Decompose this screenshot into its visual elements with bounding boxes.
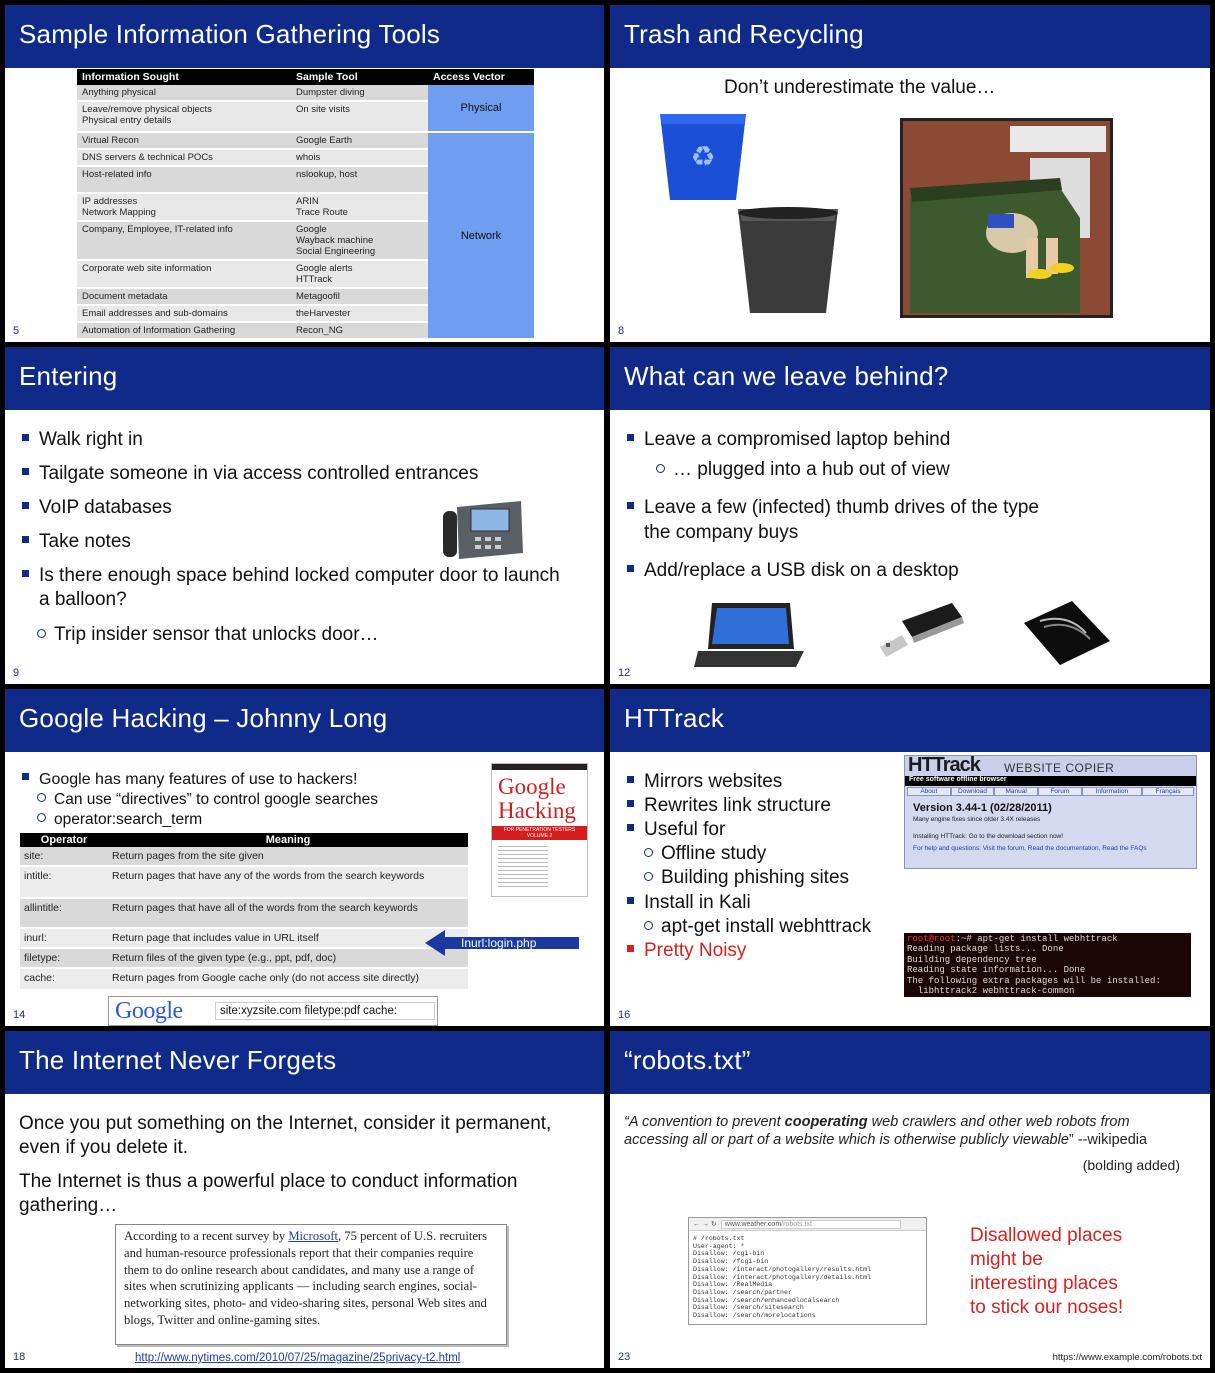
bullet [627,771,782,793]
paragraph-line: Once you put something on the Internet, consider it permanent, [19,1113,552,1134]
slide-internet-never-forgets [5,1031,604,1368]
operator-cell: allintitle: [20,898,108,928]
httrack-menu [907,787,1194,796]
operator-cell: inurl: [20,928,108,948]
info-cell: Anything physical [77,85,291,101]
bullet [22,497,172,519]
wikipedia-quote [624,1113,1147,1149]
sub-bullet [656,459,950,481]
portable-disk-icon [1020,599,1112,669]
paragraph-line: even if you delete it. [19,1137,188,1158]
menu-item-information[interactable]: Information [1082,787,1142,796]
laptop-icon [692,599,808,671]
bullet-text: Rewrites link structure [644,795,831,816]
vector-network: Network [428,132,534,339]
tool-cell: Google Wayback machine Social Engineering [291,221,428,260]
operator-cell: filetype: [20,948,108,968]
info-cell: IP addresses Network Mapping [77,193,291,221]
httrack-install: Installing HTTrack: Go to the download section now! [913,833,1064,840]
httrack-tagline: Free software offline browser [905,776,1196,786]
robots-file-content [689,1231,926,1320]
slide-title: “robots.txt” [610,1031,1210,1094]
info-cell: Host-related info [77,166,291,193]
sub-bullet [37,624,379,646]
col-access-vector: Access Vector [428,69,534,85]
svg-text:♻: ♻ [690,141,716,172]
table-row [20,948,468,968]
note-line: to stick our noses! [970,1297,1124,1318]
tool-cell: Google Earth [291,132,428,149]
quote-bold: cooperating [784,1114,868,1130]
meaning-cell: Return pages that have all of the words from the search keywords [108,898,468,928]
robots-line: Disallow: /RealMedia [693,1281,773,1289]
meaning-cell: Return page that includes value in URL itself [108,928,468,948]
slide-entering [5,347,604,684]
vector-physical: Physical [428,85,534,132]
terminal-line: The following extra packages will be installed: [907,975,1161,986]
trash-bin-icon [734,201,842,317]
book-subtitle: FOR PENETRATION TESTERS [503,827,576,833]
operator-table [20,833,468,991]
slide-title: Google Hacking – Johnny Long [5,689,604,752]
reload-icon[interactable]: ↻ [710,1221,717,1228]
tool-cell: Recon_NG [291,322,428,339]
book-cover [491,763,588,897]
note-line: Disallowed places [970,1225,1123,1246]
bullet-text: Useful for [644,819,726,840]
table-row [20,968,468,990]
tool-cell: ARIN Trace Route [291,193,428,221]
httrack-logo: HTTrack [908,754,980,776]
robots-line: # /robots.txt [693,1235,745,1242]
bullet-text: operator:search_term [54,811,203,828]
bullet [22,463,478,485]
dumpster-diving-photo [900,118,1113,318]
bullet-text: Is there enough space behind locked computer door to launch [39,565,560,586]
bullet [627,560,959,582]
tool-cell: Dumpster diving [291,85,428,101]
meaning-cell: Return pages that have any of the words from the search keywords [108,866,468,898]
ip-phone-icon [439,497,525,563]
terminal-line: libhttrack2 webhttrack-common [907,986,1075,997]
slide-number: 18 [13,1351,26,1363]
address-bar[interactable] [721,1220,901,1229]
tool-cell: whois [291,149,428,166]
bullet [22,771,357,789]
bullet-text: Leave a few (infected) thumb drives of the type [644,497,1039,518]
slide-information-gathering-tools [5,5,604,342]
slide-title: Trash and Recycling [610,5,1210,68]
slide-title: Sample Information Gathering Tools [5,5,604,68]
terminal-line: Building dependency tree [907,954,1037,965]
slide-trash-recycling [610,5,1210,342]
quote-text: “A convention to prevent [624,1114,785,1130]
usb-drive-icon [872,601,966,663]
slide-title: The Internet Never Forgets [5,1031,604,1094]
slide-number: 12 [618,667,631,679]
bullet [627,892,751,914]
col-operator: Operator [20,833,108,847]
robots-line: Disallow: /search/enhancedlocalsearch [693,1296,840,1304]
bullet-text: Walk right in [39,429,143,450]
table-row [77,132,534,149]
robots-line: Disallow: /search/sitesearch [693,1304,804,1312]
bullet-text: Offline study [661,843,767,864]
bullet-text: Pretty Noisy [644,940,747,961]
quote-text: , 75 percent of U.S. recruiters and human-resource professionals report that their companies require them to do online research about candidates, and many use a range of sites when scrutinizing applicants — including search engines, social-networking sites, photo- and video-sharing sites, personal Web sites and blogs, Twitter and online-gaming sites. [124,1229,488,1327]
tool-cell: nslookup, host [291,166,428,193]
paragraph-line: The Internet is thus a powerful place to conduct information [19,1171,518,1192]
slide-title: Entering [5,347,604,410]
menu-item-francais[interactable]: Français [1142,787,1194,796]
table-row [20,847,468,866]
forward-icon[interactable]: → [701,1221,709,1228]
terminal-line: Reading package lists... Done [907,944,1064,955]
terminal-prompt: root@root [907,934,956,944]
tools-table [77,69,534,340]
table-row [20,898,468,928]
terminal-command: :~# apt-get install webhttrack [955,934,1118,944]
table-row [77,85,534,101]
slide-number: 8 [618,325,625,337]
tool-cell: Google alerts HTTrack [291,260,428,288]
col-meaning: Meaning [108,833,468,847]
menu-item-manual[interactable]: Manual [994,787,1038,796]
book-title-2: Hacking [498,798,576,823]
source-url-link[interactable]: http://www.nytimes.com/2010/07/25/magazine/25privacy-t2.html [135,1352,461,1364]
sub-bullet [37,811,202,829]
arrow-label: Inurl:login.php [461,936,537,950]
robots-line: Disallow: /interact/photogallery/results.html [693,1265,872,1273]
slide-title: HTTrack [610,689,1210,752]
sub-bullet [37,791,378,809]
search-input[interactable]: site:xyzsite.com filetype:pdf cache: [215,1002,435,1020]
bullet [22,429,143,451]
bullet-text: … plugged into a hub out of view [673,459,950,480]
browser-window [688,1217,927,1325]
book-volume: VOLUME 2 [526,833,553,839]
tool-cell: Metagoofil [291,288,428,305]
slide-robots-txt [610,1031,1210,1368]
bullet-text: Install in Kali [644,892,751,913]
bullet-text: Building phishing sites [661,867,850,888]
quote-text: accessing all or part of a website which is otherwise publicly viewable [624,1132,1069,1148]
bullet-text: Tailgate someone in via access controlled entrances [39,463,479,484]
bullet [627,940,746,962]
tool-cell: theHarvester [291,305,428,322]
tool-cell: On site visits [291,101,428,132]
browser-toolbar [689,1218,926,1231]
paragraph-line: gathering… [19,1195,118,1216]
quote-text: web crawlers and other web robots from [867,1114,1130,1130]
info-cell: Company, Employee, IT-related info [77,221,291,260]
nytimes-quote [115,1224,507,1345]
meaning-cell: Return pages from Google cache only (do not access site directly) [108,968,468,990]
info-cell: Document metadata [77,288,291,305]
bullet-text: Mirrors websites [644,771,783,792]
meaning-cell: Return files of the given type (e.g., ppt, pdf, doc) [108,948,468,968]
book-subtitle-band [492,826,587,840]
bullet-text: Google has many features of use to hackers! [39,771,358,788]
info-cell: Leave/remove physical objects Physical entry details [77,101,291,132]
slide-number: 14 [13,1009,26,1021]
menu-item-about[interactable]: About [907,787,951,796]
book-title-1: Google [498,774,566,799]
httrack-help: For help and questions: Visit the forum, Read the documentation, Read the FAQs [913,845,1147,852]
robots-line: Disallow: /cgi-bin [693,1250,765,1258]
bullet [627,819,725,841]
bullet-text: Leave a compromised laptop behind [644,429,951,450]
footer-url: https://www.example.com/robots.txt [1052,1352,1202,1363]
slide-google-hacking [5,689,604,1026]
slide-title: What can we leave behind? [610,347,1210,410]
terminal-line: Reading state information... Done [907,965,1086,976]
info-cell: Automation of Information Gathering [77,322,291,339]
info-cell: Virtual Recon [77,132,291,149]
bullet [22,565,560,587]
robots-line: Disallow: /interact/photogallery/details.html [693,1273,872,1281]
bullet [22,531,131,553]
httrack-logo-sub: WEBSITE COPIER [1004,761,1115,775]
sub-bullet [644,916,871,938]
sub-bullet [644,843,766,865]
info-cell: DNS servers & technical POCs [77,149,291,166]
bolding-note: (bolding added) [1082,1157,1180,1173]
bullet-continuation: the company buys [644,522,799,543]
url-path: /robots.txt [781,1221,812,1228]
note-line: interesting places [970,1273,1118,1294]
slide-subtitle: Don’t underestimate the value… [724,77,996,98]
bullet-text: Take notes [39,531,131,552]
slide-number: 16 [618,1009,631,1021]
sub-bullet [644,867,849,889]
menu-item-download[interactable]: Download [951,787,995,796]
note-line: might be [970,1249,1043,1270]
quote-text: According to a recent survey by [124,1229,289,1243]
slide-number: 9 [13,667,20,679]
disallowed-note [970,1224,1123,1320]
back-icon[interactable]: ← [693,1221,700,1228]
robots-line: Disallow: /search/morelocations [693,1312,816,1320]
httrack-version: Version 3.44-1 (02/28/2011) [913,802,1052,814]
col-info-sought: Information Sought [77,69,291,85]
bullet-text: VoIP databases [39,497,172,518]
robots-line: Disallow: /fcgi-bin [693,1258,769,1266]
quote-link[interactable]: Microsoft [288,1229,339,1243]
bullet [627,795,831,817]
bullet-text: Can use “directives” to control google searches [54,791,378,808]
slide-leave-behind [610,347,1210,684]
bullet [627,497,1039,519]
menu-item-forum[interactable]: Forum [1038,787,1082,796]
table-row [20,928,468,948]
bullet [627,429,950,451]
col-sample-tool: Sample Tool [291,69,428,85]
slide-number: 23 [618,1351,631,1363]
google-logo: Google [115,998,183,1024]
robots-line: User-agent: * [693,1242,745,1250]
robots-line: Disallow: /search/partner [693,1288,792,1296]
info-cell: Corporate web site information [77,260,291,288]
info-cell: Email addresses and sub-domains [77,305,291,322]
bullet-continuation: a balloon? [39,589,127,610]
bullet-text: Trip insider sensor that unlocks door… [54,624,379,645]
slide-number: 5 [13,325,20,337]
bullet-text: Add/replace a USB disk on a desktop [644,560,959,581]
httrack-website [904,755,1197,869]
operator-cell: site: [20,847,108,866]
httrack-fixes: Many engine fixes since older 3.4X releases [913,816,1041,823]
terminal-window [904,933,1191,997]
google-search-bar[interactable] [108,996,438,1026]
bullet-text: apt-get install webhttrack [661,916,872,937]
url-host: www.weather.com [724,1221,782,1228]
slide-httrack [610,689,1210,1026]
recycling-bin-icon [656,108,750,204]
table-row [20,866,468,898]
operator-cell: intitle: [20,866,108,898]
operator-cell: cache: [20,968,108,990]
quote-source: ” --wikipedia [1068,1132,1148,1148]
meaning-cell: Return pages from the site given [108,847,468,866]
